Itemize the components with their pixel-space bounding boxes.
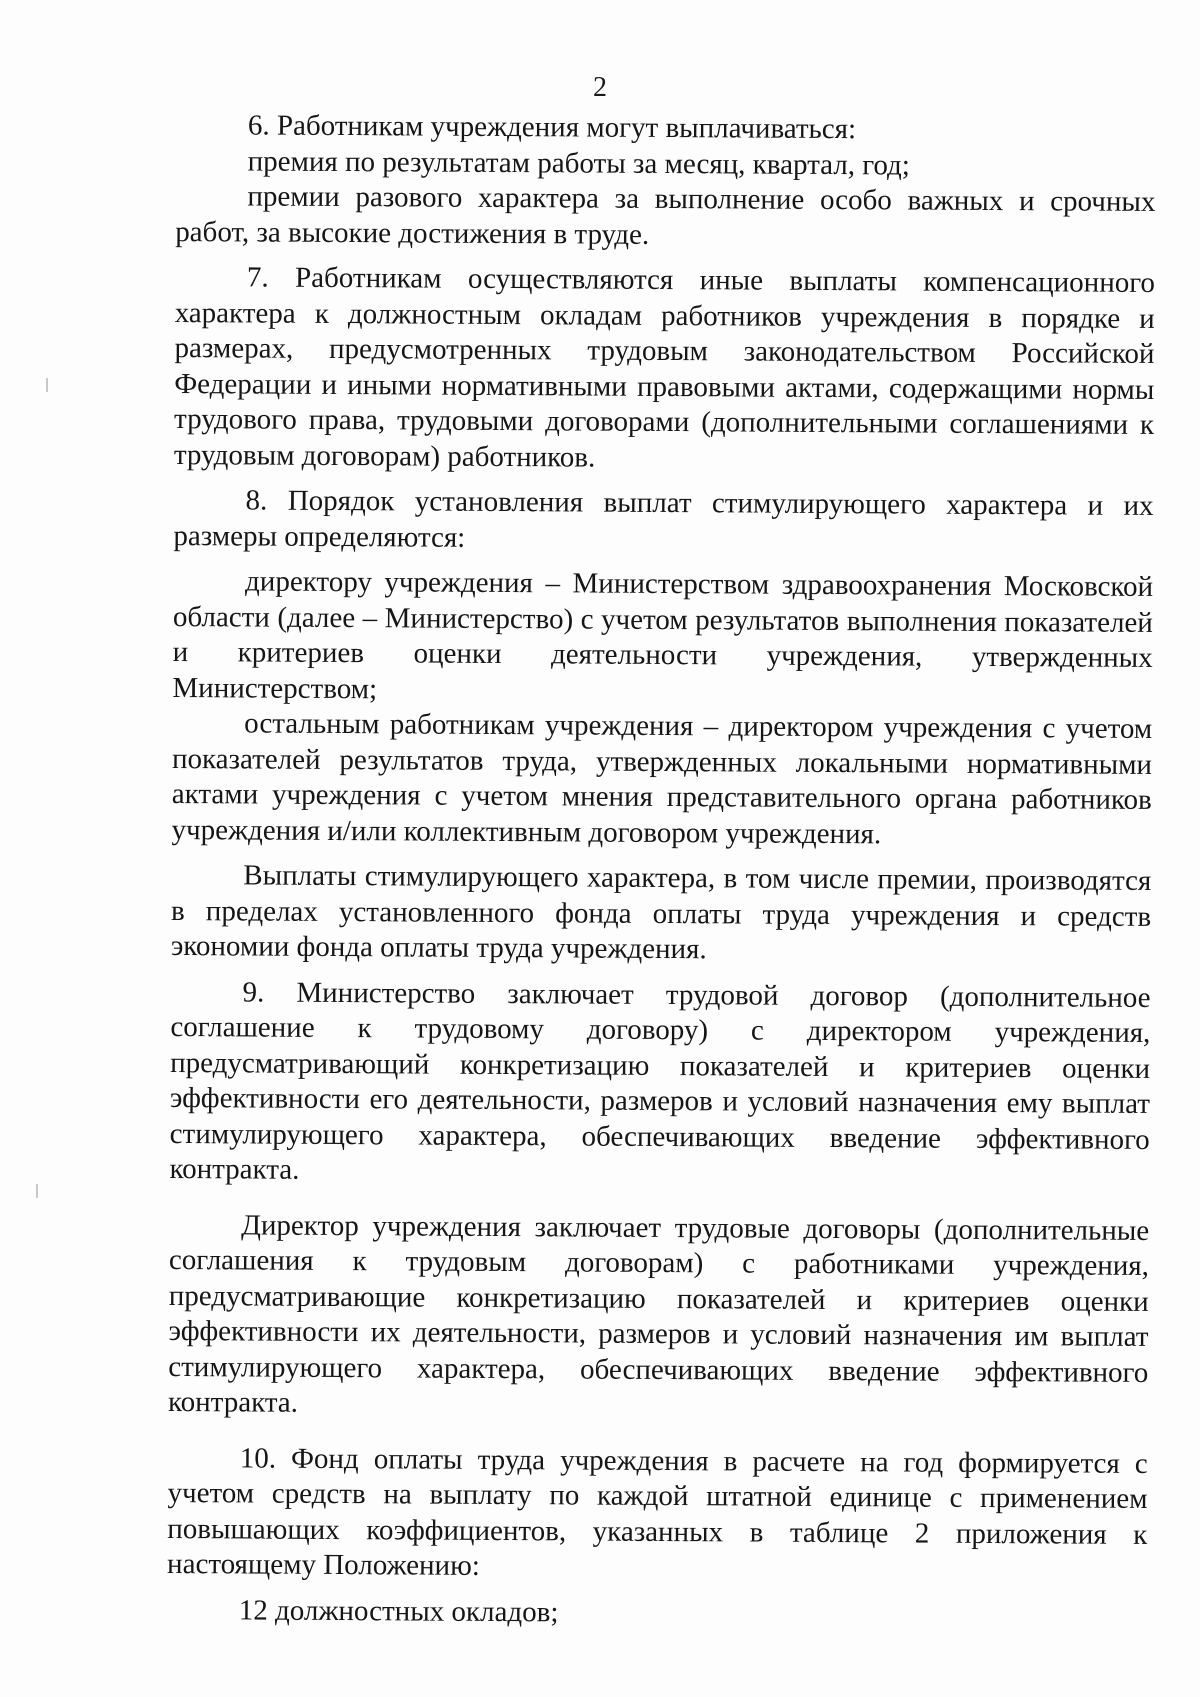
scan-edge-mark xyxy=(36,1184,38,1198)
paragraph-8-director: директору учреждения – Министерством здравоохранения Московской области (далее – Министерство) с учетом результатов выполнения показателей и критериев оценки деятельности учреждения, утвержденных Министерством; xyxy=(172,565,1154,705)
paragraph-9: 9. Министерство заключает трудовой договор (дополнительное соглашение к трудовому договору) с директором учреждения, предусматривающий конкретизацию показателей и критериев оценки эффективности его деятельности, размеров и условий назначения ему выплат стимулирующего характера, обеспечивающих введение эффективного контракта. xyxy=(169,975,1151,1186)
paragraph-10: 10. Фонд оплаты труда учреждения в расчете на год формируется с учетом средств на выплату по каждой штатной единице с применением повышающих коэффициентов, указанных в таблице 2 приложения к настоящему Положению: xyxy=(167,1441,1148,1582)
page-number: 2 xyxy=(593,72,607,103)
paragraph-6-heading: 6. Работникам учреждения могут выплачиваться: xyxy=(247,109,857,146)
paragraph-10-item-1: 12 должностных окладов; xyxy=(238,1593,559,1628)
paragraph-8: 8. Порядок установления выплат стимулирующего характера и их размеры определяются: xyxy=(173,484,1154,554)
document-body xyxy=(167,108,1156,1634)
paragraph-7: 7. Работникам осуществляются иные выплаты компенсационного характера к должностным окладам работников учреждения в порядке и размерах, предусмотренных трудовым законодательством Российской Федерации и иными нормативными правовыми актами, содержащими нормы трудового права, трудовыми договорами (дополнительными соглашениями к трудовым договорам) работников. xyxy=(173,261,1156,474)
paragraph-9-director: Директор учреждения заключает трудовые договоры (дополнительные соглашения к трудовым договорам) с работниками учреждения, предусматривающие конкретизацию показателей и критериев оценки эффективности их деятельности, размеров и условий назначения им выплат стимулирующего характера, обеспечивающих введение эффективного контракта. xyxy=(167,1208,1150,1419)
paragraph-6-item-1: премия по результатам работы за месяц, квартал, год; xyxy=(247,144,910,181)
scan-edge-mark xyxy=(46,378,48,392)
paragraph-8-fund: Выплаты стимулирующего характера, в том числе премии, производятся в пределах установленного фонда оплаты труда учреждения и средств экономии фонда оплаты труда учреждения. xyxy=(170,859,1152,966)
paragraph-6-item-2: премии разового характера за выполнение особо важных и срочных работ, за высокие достижения в труде. xyxy=(175,180,1156,251)
paragraph-8-others: остальным работникам учреждения – директором учреждения с учетом показателей результатов труда, утвержденных локальными нормативными актами учреждения с учетом мнения представительного органа работников учреждения и/или коллективным договором учреждения. xyxy=(171,707,1153,850)
